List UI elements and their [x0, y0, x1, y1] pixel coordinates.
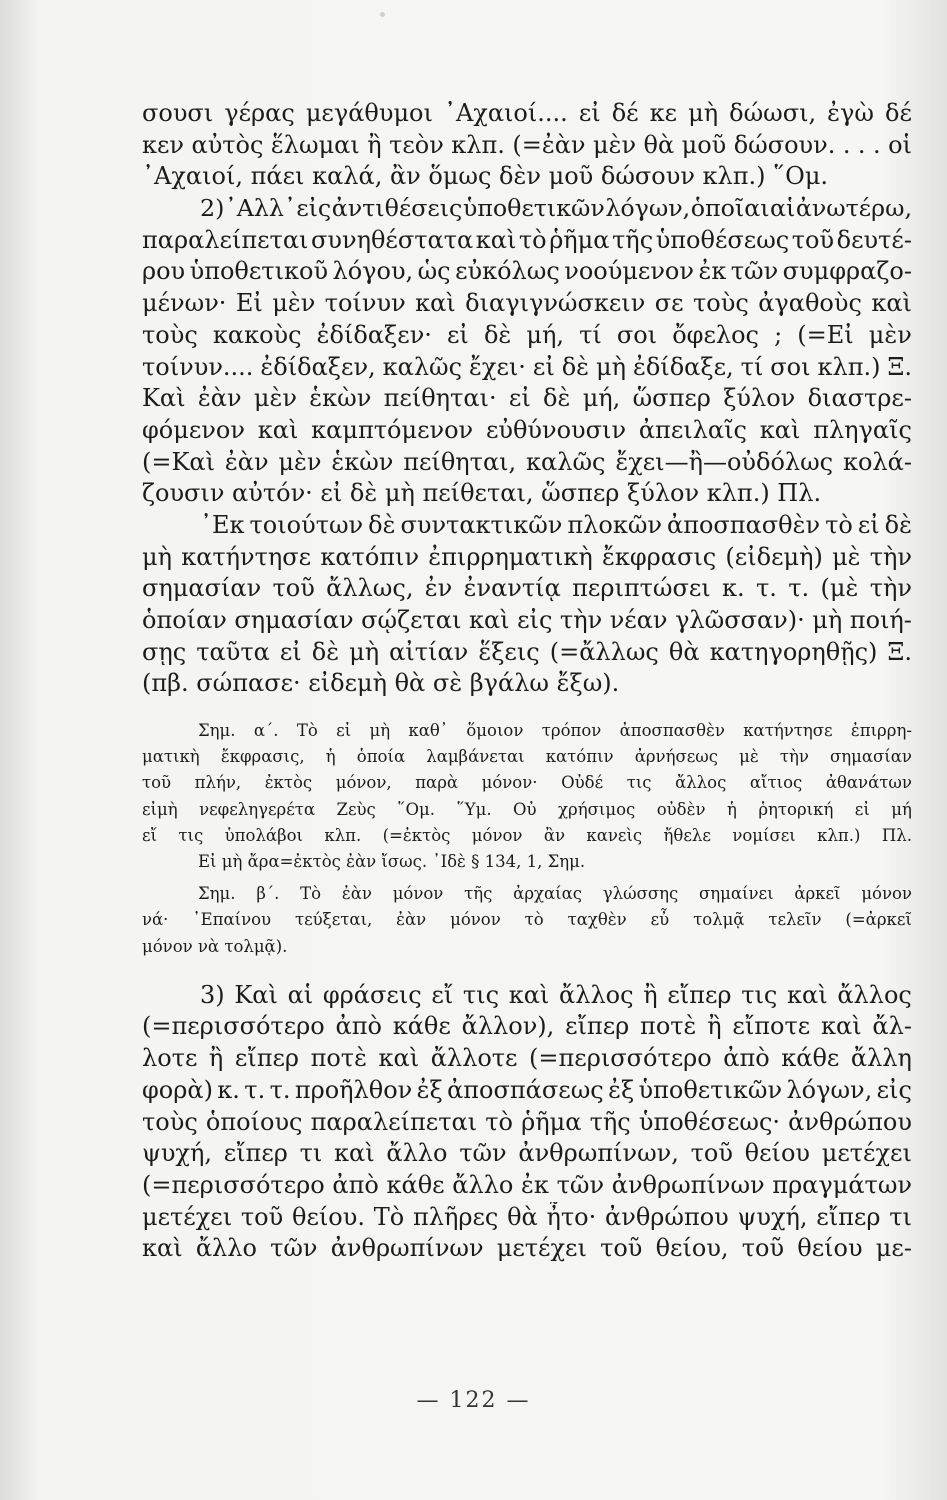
text-line: κεν αὐτὸς ἕλωμαι ἢ τεὸν κλπ. (=ἐὰν μὲν θὰ μοῦ δώσουν. . . . οἱ — [142, 130, 912, 159]
text-line: ὁποίαν σημασίαν σῴζεται καὶ εἰς τὴν νέαν γλῶσσαν)· μὴ ποιή- — [142, 606, 912, 634]
footnote-alpha — [142, 718, 912, 875]
note-line: Σημ. β΄. Τὸ ἐὰν μόνον τῆς ἀρχαίας γλώσσης σημαίνει ἀρκεῖ μόνον — [198, 884, 912, 904]
note-line: εἰμὴ νεφεληγερέτα Ζεὺς ῞Ομ. ῞Υμ. Οὐ χρήσιμος οὐδὲν ἡ ῥητορική εἰ μή — [142, 799, 912, 819]
text-line: (=περισσότερο ἀπὸ κάθε ἄλλο ἐκ τῶν ἀνθρωπίνων πραγμάτων — [142, 1170, 912, 1199]
text-line: τοὺς κακοὺς ἐδίδαξεν· εἰ δὲ μή, τί σοι ὄφελος ; (=Εἰ μὲν — [142, 320, 912, 349]
note-line: ματικὴ ἔκφρασις, ἡ ὁποία λαμβάνεται κατόπιν ἀρνήσεως μὲ τὴν σημασίαν — [142, 747, 912, 767]
text-line: ρου ὑποθετικοῦ λόγου, ὡς εὐκόλως νοούμενον ἐκ τῶν συμφραζο- — [142, 257, 912, 286]
note-line: Σημ. α΄. Τὸ εἰ μὴ καθ᾽ ὅμοιον τρόπον ἀποσπασθὲν κατήντησε ἐπιρρη- — [198, 721, 912, 741]
text-line: Καὶ ἐὰν μὲν ἑκὼν πείθηται· εἰ δὲ μή, ὥσπερ ξύλον διαστρε- — [142, 384, 912, 413]
text-line: μὴ κατήντησε κατόπιν ἐπιρρηματικὴ ἔκφρασις (εἰδεμὴ) μὲ τὴν — [142, 542, 912, 571]
section-3 — [142, 980, 912, 1265]
text-line: σουσι γέρας μεγάθυμοι ᾽Αχαιοί.... εἰ δέ κε μὴ δώωσι, ἐγὼ δέ — [142, 99, 912, 127]
text-line: ζουσιν αὐτόν· εἰ δὲ μὴ πείθεται, ὥσπερ ξύλον κλπ.) Πλ. — [142, 479, 822, 508]
text-line: ψυχή, εἴπερ τι καὶ ἄλλο τῶν ἀνθρωπίνων, τοῦ θείου μετέχει — [142, 1139, 912, 1168]
text-line: (=περισσότερο ἀπὸ κάθε ἄλλον), εἴπερ ποτὲ ἢ εἴποτε καὶ ἄλ- — [142, 1012, 912, 1041]
note-line: Εἰ μὴ ἄρα=ἐκτὸς ἐὰν ἴσως. ᾽Ιδὲ § 134, 1, Σημ. — [198, 852, 586, 871]
body-paragraphs — [142, 98, 912, 700]
text-line: σῃς ταῦτα εἰ δὲ μὴ αἰτίαν ἕξεις (=ἄλλως θὰ κατηγορηθῇς) Ξ. — [142, 637, 912, 666]
footnote-beta — [142, 881, 912, 960]
text-line: 3) Καὶ αἱ φράσεις εἴ τις καὶ ἄλλος ἢ εἴπερ τις καὶ ἄλλος — [200, 980, 912, 1009]
text-line: λοτε ἢ εἴπερ ποτὲ καὶ ἄλλοτε (=περισσότερο ἀπὸ κάθε ἄλλη — [142, 1044, 912, 1073]
text-line: (πβ. σώπασε· εἰδεμὴ θὰ σὲ βγάλω ἔξω). — [142, 669, 620, 698]
text-line: (=Καὶ ἐὰν μὲν ἑκὼν πείθηται, καλῶς ἔχει—ἢ—οὐδόλως κολά- — [142, 447, 912, 476]
text-line: μετέχει τοῦ θείου. Τὸ πλῆρες θὰ ἦτο· ἀνθρώπου ψυχή, εἴπερ τι — [142, 1202, 912, 1231]
paper-speck — [380, 12, 385, 17]
note-line: νά· ᾽Επαίνου τεύξεται, ἐὰν μόνον τὸ ταχθὲν εὖ τολμᾷ τελεῖν (=ἀρκεῖ — [142, 910, 912, 930]
text-line: μένων· Εἰ μὲν τοίνυν καὶ διαγιγνώσκειν σε τοὺς ἀγαθοὺς καὶ — [142, 289, 912, 318]
text-line: ᾽Εκ τοιούτων δὲ συντακτικῶν πλοκῶν ἀποσπασθὲν τὸ εἰ δὲ — [200, 510, 912, 539]
note-line: μόνον νὰ τολμᾷ). — [142, 936, 288, 956]
page-number: — 122 — — [416, 1388, 531, 1413]
text-line: φορὰ) κ. τ. τ. προῆλθον ἐξ ἀποσπάσεως ἐξ ὑποθετικῶν λόγων, εἰς — [142, 1075, 912, 1104]
text-column — [142, 98, 912, 1265]
text-line: ᾽Αχαιοί, πάει καλά, ἂν ὅμως δὲν μοῦ δώσουν κλπ.) ῞Ομ. — [142, 162, 829, 191]
text-line: τοὺς ὁποίους παραλείπεται τὸ ῥῆμα τῆς ὑποθέσεως· ἀνθρώπου — [142, 1107, 912, 1136]
text-line: καὶ ἄλλο τῶν ἀνθρωπίνων μετέχει τοῦ θείου, τοῦ θείου με- — [142, 1234, 912, 1263]
text-line: 2) ᾽Αλλ᾽ εἰς ἀντιθέσεις ὑποθετικῶν λόγων, ὁποῖαι αἱ ἀνωτέρω, — [200, 194, 912, 223]
note-line: τοῦ πλήν, ἐκτὸς μόνον, παρὰ μόνον· Οὐδέ τις ἄλλος αἴτιος ἀθανάτων — [142, 773, 912, 793]
note-line: εἴ τις ὑπολάβοι κλπ. (=ἐκτὸς μόνον ἂν κανεὶς ἤθελε νομίσει κλπ.) Πλ. — [142, 825, 912, 845]
text-line: τοίνυν.... ἐδίδαξεν, καλῶς ἔχει· εἰ δὲ μὴ ἐδίδαξε, τί σοι κλπ.) Ξ. — [142, 352, 912, 381]
text-line: φόμενον καὶ καμπτόμενον εὐθύνουσιν ἀπειλαῖς καὶ πληγαῖς — [142, 415, 912, 444]
text-line: σημασίαν τοῦ ἄλλως, ἐν ἐναντίᾳ περιπτώσει κ. τ. τ. (μὲ τὴν — [142, 574, 912, 603]
text-line: παραλείπεται συνηθέστατα καὶ τὸ ῥῆμα τῆς ὑποθέσεως τοῦ δευτέ- — [142, 225, 912, 254]
